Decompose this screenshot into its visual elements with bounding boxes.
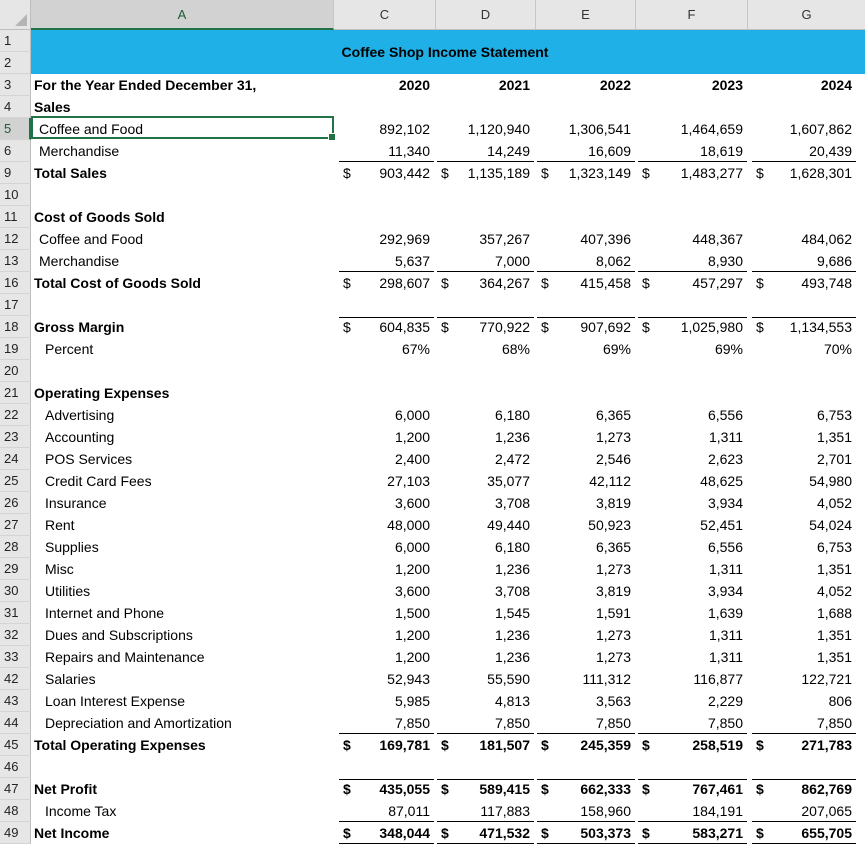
value-cell[interactable]: 1,607,862 <box>789 121 852 137</box>
row-header[interactable]: 43 <box>0 690 31 712</box>
value-cell[interactable]: 1,236 <box>494 429 530 445</box>
currency-symbol: $ <box>541 825 549 841</box>
value-cell[interactable]: 116,877 <box>693 671 743 687</box>
value-cell[interactable]: 484,062 <box>801 231 852 247</box>
value-cell[interactable]: 1,351 <box>816 429 852 445</box>
currency-symbol: $ <box>642 737 650 753</box>
value-cell[interactable]: 292,969 <box>379 231 430 247</box>
row-label[interactable]: Cost of Goods Sold <box>34 209 165 225</box>
value-cell[interactable]: 662,333 <box>580 781 631 797</box>
value-cell[interactable]: 471,532 <box>479 825 530 841</box>
currency-symbol: $ <box>343 165 351 181</box>
value-cell[interactable]: 1,273 <box>595 627 631 643</box>
column-header-a[interactable]: A <box>31 0 334 30</box>
row-label[interactable]: Misc <box>45 561 74 577</box>
value-cell[interactable]: 1,273 <box>595 649 631 665</box>
value-cell[interactable]: 52,943 <box>387 671 430 687</box>
cell-topline <box>339 317 434 318</box>
currency-symbol: $ <box>642 781 650 797</box>
row-header[interactable]: 3 <box>0 74 31 96</box>
column-header-c[interactable]: C <box>334 0 436 30</box>
sheet-title[interactable]: Coffee Shop Income Statement <box>341 44 549 60</box>
row-header[interactable]: 31 <box>0 602 31 624</box>
currency-symbol: $ <box>441 825 449 841</box>
row-header[interactable]: 13 <box>0 250 31 272</box>
value-cell[interactable]: 6,000 <box>394 539 430 555</box>
value-cell[interactable]: 415,458 <box>580 275 631 291</box>
row-header[interactable]: 30 <box>0 580 31 602</box>
value-cell[interactable]: 54,024 <box>809 517 852 533</box>
value-cell[interactable]: 7,850 <box>394 715 430 731</box>
value-cell[interactable]: 2,472 <box>494 451 530 467</box>
value-cell[interactable]: 207,065 <box>801 803 852 819</box>
value-cell[interactable]: 271,783 <box>801 737 852 753</box>
cell-topline <box>339 779 434 780</box>
row-label[interactable]: Total Operating Expenses <box>34 737 206 753</box>
currency-symbol: $ <box>541 165 549 181</box>
row-label[interactable]: Internet and Phone <box>45 605 165 621</box>
value-cell[interactable]: 68% <box>501 341 530 357</box>
value-cell[interactable]: 42,112 <box>589 473 631 489</box>
value-cell[interactable]: 8,062 <box>595 253 631 269</box>
value-cell[interactable]: 298,607 <box>379 275 430 291</box>
value-cell[interactable]: 2,400 <box>394 451 430 467</box>
row-label[interactable]: Rent <box>45 517 75 533</box>
currency-symbol: $ <box>642 165 650 181</box>
value-cell[interactable]: 54,980 <box>809 473 852 489</box>
value-cell[interactable]: 4,052 <box>816 583 852 599</box>
currency-symbol: $ <box>343 737 351 753</box>
currency-symbol: $ <box>541 275 549 291</box>
value-cell[interactable]: 1,311 <box>709 649 743 665</box>
value-cell[interactable]: 2,229 <box>707 693 743 709</box>
row-header[interactable]: 5 <box>0 118 31 140</box>
currency-symbol: $ <box>441 275 449 291</box>
row-label[interactable]: Loan Interest Expense <box>45 693 186 709</box>
row-label[interactable]: Sales <box>34 99 71 115</box>
row-header[interactable]: 9 <box>0 162 31 184</box>
row-label[interactable]: Credit Card Fees <box>45 473 152 489</box>
value-cell[interactable]: 117,883 <box>480 803 530 819</box>
value-cell[interactable]: 1,351 <box>816 561 852 577</box>
row-label[interactable]: Total Cost of Goods Sold <box>34 275 201 291</box>
row-header[interactable]: 4 <box>0 96 31 118</box>
value-cell[interactable]: 7,850 <box>494 715 530 731</box>
row-label[interactable]: Supplies <box>45 539 99 555</box>
value-cell[interactable]: 435,055 <box>379 781 430 797</box>
value-cell[interactable]: 903,442 <box>379 165 430 181</box>
value-cell[interactable]: 1,545 <box>494 605 530 621</box>
row-header[interactable]: 26 <box>0 492 31 514</box>
currency-symbol: $ <box>756 781 764 797</box>
row-header[interactable]: 47 <box>0 778 31 800</box>
value-cell[interactable]: 11,340 <box>388 143 430 159</box>
value-cell[interactable]: 1,311 <box>709 627 743 643</box>
value-cell[interactable]: 1,135,189 <box>467 165 530 181</box>
value-cell[interactable]: 1,134,553 <box>789 319 852 335</box>
row-label[interactable]: Depreciation and Amortization <box>45 715 232 731</box>
row-header[interactable]: 10 <box>0 184 31 206</box>
column-header-d[interactable]: D <box>436 0 536 30</box>
row-label[interactable]: POS Services <box>45 451 133 467</box>
row-label[interactable]: Net Income <box>34 825 110 841</box>
row-label[interactable]: Coffee and Food <box>39 121 144 137</box>
value-cell[interactable]: 1,236 <box>494 561 530 577</box>
value-cell[interactable]: 122,721 <box>801 671 852 687</box>
value-cell[interactable]: 1,273 <box>595 561 631 577</box>
value-cell[interactable]: 604,835 <box>379 319 430 335</box>
value-cell[interactable]: 503,373 <box>580 825 631 841</box>
value-cell[interactable]: 6,753 <box>816 407 852 423</box>
cell-topline <box>638 317 747 318</box>
row-header[interactable]: 6 <box>0 140 31 162</box>
value-cell[interactable]: 48,000 <box>387 517 430 533</box>
value-cell[interactable]: 69% <box>714 341 743 357</box>
value-cell[interactable]: 3,600 <box>394 495 430 511</box>
currency-symbol: $ <box>756 737 764 753</box>
value-cell[interactable]: 111,312 <box>582 671 631 687</box>
row-label[interactable]: Income Tax <box>45 803 117 819</box>
value-cell[interactable]: 6,180 <box>494 539 530 555</box>
currency-symbol: $ <box>756 319 764 335</box>
value-cell[interactable]: 1,351 <box>816 627 852 643</box>
value-cell[interactable]: 6,556 <box>707 407 743 423</box>
value-cell[interactable]: 16,609 <box>588 143 631 159</box>
value-cell[interactable]: 357,267 <box>479 231 530 247</box>
value-cell[interactable]: 3,819 <box>595 495 631 511</box>
cell-topline <box>537 317 635 318</box>
row-header[interactable]: 29 <box>0 558 31 580</box>
value-cell[interactable]: 6,753 <box>816 539 852 555</box>
row-label[interactable]: Net Profit <box>34 781 97 797</box>
value-cell[interactable]: 35,077 <box>487 473 530 489</box>
cell-topline <box>437 317 534 318</box>
value-cell[interactable]: 20,439 <box>809 143 852 159</box>
value-cell[interactable]: 7,850 <box>595 715 631 731</box>
currency-symbol: $ <box>756 275 764 291</box>
value-cell[interactable]: 18,619 <box>700 143 743 159</box>
row-header[interactable]: 1 <box>0 30 31 52</box>
value-cell[interactable]: 14,249 <box>487 143 530 159</box>
value-cell[interactable]: 169,781 <box>379 737 430 753</box>
select-all-corner[interactable] <box>0 0 31 30</box>
year-header[interactable]: 2023 <box>711 77 743 93</box>
value-cell[interactable]: 7,850 <box>816 715 852 731</box>
value-cell[interactable]: 87,011 <box>388 803 430 819</box>
value-cell[interactable]: 1,200 <box>394 649 430 665</box>
value-cell[interactable]: 892,102 <box>379 121 430 137</box>
currency-symbol: $ <box>642 275 650 291</box>
value-cell[interactable]: 1,311 <box>709 561 743 577</box>
value-cell[interactable]: 364,267 <box>479 275 530 291</box>
currency-symbol: $ <box>541 737 549 753</box>
value-cell[interactable]: 1,639 <box>707 605 743 621</box>
year-header[interactable]: 2021 <box>498 77 530 93</box>
value-cell[interactable]: 69% <box>602 341 631 357</box>
value-cell[interactable]: 1,591 <box>595 605 631 621</box>
currency-symbol: $ <box>441 165 449 181</box>
row-label[interactable]: Utilities <box>45 583 91 599</box>
value-cell[interactable]: 348,044 <box>379 825 430 841</box>
currency-symbol: $ <box>642 825 650 841</box>
value-cell[interactable]: 1,025,980 <box>680 319 743 335</box>
value-cell[interactable]: 1,236 <box>494 627 530 643</box>
value-cell[interactable]: 4,052 <box>816 495 852 511</box>
value-cell[interactable]: 3,708 <box>494 495 530 511</box>
cell-topline <box>752 317 856 318</box>
value-cell[interactable]: 1,236 <box>494 649 530 665</box>
value-cell[interactable]: 67% <box>401 341 430 357</box>
value-cell[interactable]: 55,590 <box>487 671 530 687</box>
row-label[interactable]: Insurance <box>45 495 107 511</box>
value-cell[interactable]: 8,930 <box>707 253 743 269</box>
row-header[interactable]: 27 <box>0 514 31 536</box>
value-cell[interactable]: 457,297 <box>692 275 743 291</box>
value-cell[interactable]: 448,367 <box>692 231 743 247</box>
value-cell[interactable]: 583,271 <box>692 825 743 841</box>
row-header[interactable]: 23 <box>0 426 31 448</box>
row-header[interactable]: 32 <box>0 624 31 646</box>
value-cell[interactable]: 48,625 <box>700 473 743 489</box>
currency-symbol: $ <box>756 825 764 841</box>
value-cell[interactable]: 862,769 <box>801 781 852 797</box>
value-cell[interactable]: 6,556 <box>707 539 743 555</box>
value-cell[interactable]: 181,507 <box>479 737 530 753</box>
row-label[interactable]: Gross Margin <box>34 319 125 335</box>
row-header[interactable]: 24 <box>0 448 31 470</box>
row-header[interactable]: 18 <box>0 316 31 338</box>
value-cell[interactable]: 1,273 <box>595 429 631 445</box>
row-header[interactable]: 45 <box>0 734 31 756</box>
value-cell[interactable]: 767,461 <box>692 781 743 797</box>
value-cell[interactable]: 245,359 <box>580 737 631 753</box>
value-cell[interactable]: 49,440 <box>487 517 530 533</box>
row-label[interactable]: Merchandise <box>39 143 120 159</box>
value-cell[interactable]: 1,464,659 <box>680 121 743 137</box>
currency-symbol: $ <box>343 275 351 291</box>
value-cell[interactable]: 2,623 <box>707 451 743 467</box>
value-cell[interactable]: 1,628,301 <box>789 165 852 181</box>
value-cell[interactable]: 7,850 <box>707 715 743 731</box>
value-cell[interactable]: 6,365 <box>595 539 631 555</box>
value-cell[interactable]: 3,708 <box>494 583 530 599</box>
cell-topline <box>638 779 747 780</box>
currency-symbol: $ <box>343 825 351 841</box>
row-label[interactable]: Repairs and Maintenance <box>45 649 205 665</box>
row-label[interactable]: Total Sales <box>34 165 107 181</box>
value-cell[interactable]: 52,451 <box>700 517 743 533</box>
currency-symbol: $ <box>441 319 449 335</box>
row-header[interactable]: 17 <box>0 294 31 316</box>
value-cell[interactable]: 2,546 <box>595 451 631 467</box>
row-header[interactable]: 44 <box>0 712 31 734</box>
column-header-e[interactable]: E <box>536 0 636 30</box>
value-cell[interactable]: 3,819 <box>595 583 631 599</box>
row-header[interactable]: 48 <box>0 800 31 822</box>
row-label[interactable]: Merchandise <box>39 253 120 269</box>
row-header[interactable]: 21 <box>0 382 31 404</box>
value-cell[interactable]: 1,200 <box>394 429 430 445</box>
year-header[interactable]: 2020 <box>398 77 430 93</box>
value-cell[interactable]: 6,365 <box>595 407 631 423</box>
currency-symbol: $ <box>441 737 449 753</box>
column-header-g[interactable]: G <box>748 0 865 30</box>
row-header[interactable]: 46 <box>0 756 31 778</box>
value-cell[interactable]: 9,686 <box>816 253 852 269</box>
value-cell[interactable]: 1,688 <box>816 605 852 621</box>
row-label[interactable]: Coffee and Food <box>39 231 144 247</box>
value-cell[interactable]: 1,200 <box>394 561 430 577</box>
value-cell[interactable]: 770,922 <box>479 319 530 335</box>
row-label[interactable]: Operating Expenses <box>34 385 170 401</box>
value-cell[interactable]: 5,637 <box>394 253 430 269</box>
row-header[interactable]: 20 <box>0 360 31 382</box>
row-header[interactable]: 25 <box>0 470 31 492</box>
value-cell[interactable]: 1,120,940 <box>467 121 530 137</box>
value-cell[interactable]: 50,923 <box>588 517 631 533</box>
row-header[interactable]: 49 <box>0 822 31 844</box>
value-cell[interactable]: 3,934 <box>707 583 743 599</box>
year-header[interactable]: 2024 <box>820 77 852 93</box>
value-cell[interactable]: 5,985 <box>394 693 430 709</box>
value-cell[interactable]: 70% <box>823 341 852 357</box>
value-cell[interactable]: 27,103 <box>387 473 430 489</box>
value-cell[interactable]: 158,960 <box>580 803 631 819</box>
value-cell[interactable]: 3,563 <box>595 693 631 709</box>
currency-symbol: $ <box>441 781 449 797</box>
column-header-f[interactable]: F <box>636 0 748 30</box>
value-cell[interactable]: 589,415 <box>479 781 530 797</box>
value-cell[interactable]: 1,306,541 <box>568 121 631 137</box>
value-cell[interactable]: 1,351 <box>816 649 852 665</box>
currency-symbol: $ <box>343 781 351 797</box>
cell-topline <box>537 779 635 780</box>
value-cell[interactable]: 3,934 <box>707 495 743 511</box>
value-cell[interactable]: 6,000 <box>394 407 430 423</box>
row-header[interactable]: 12 <box>0 228 31 250</box>
currency-symbol: $ <box>343 319 351 335</box>
row-label[interactable]: Percent <box>45 341 94 357</box>
value-cell[interactable]: 1,483,277 <box>680 165 743 181</box>
row-header[interactable]: 16 <box>0 272 31 294</box>
value-cell[interactable]: 1,323,149 <box>568 165 631 181</box>
value-cell[interactable]: 4,813 <box>494 693 530 709</box>
value-cell[interactable]: 907,692 <box>580 319 631 335</box>
currency-symbol: $ <box>541 319 549 335</box>
value-cell[interactable]: 1,500 <box>394 605 430 621</box>
value-cell[interactable]: 2,701 <box>816 451 852 467</box>
value-cell[interactable]: 1,200 <box>394 627 430 643</box>
row-header[interactable]: 22 <box>0 404 31 426</box>
value-cell[interactable]: 655,705 <box>801 825 852 841</box>
year-header[interactable]: 2022 <box>599 77 631 93</box>
row-label[interactable]: Advertising <box>45 407 115 423</box>
row-header[interactable]: 28 <box>0 536 31 558</box>
selected-cell[interactable] <box>31 116 334 139</box>
cell-topline <box>437 779 534 780</box>
row-header[interactable]: 19 <box>0 338 31 360</box>
row-header[interactable]: 11 <box>0 206 31 228</box>
row-label[interactable]: Dues and Subscriptions <box>45 627 193 643</box>
value-cell[interactable]: 184,191 <box>692 803 743 819</box>
value-cell[interactable]: 806 <box>828 693 852 709</box>
currency-symbol: $ <box>756 165 764 181</box>
currency-symbol: $ <box>541 781 549 797</box>
row-header[interactable]: 42 <box>0 668 31 690</box>
row-label[interactable]: For the Year Ended December 31, <box>34 77 257 93</box>
value-cell[interactable]: 1,311 <box>709 429 743 445</box>
value-cell[interactable]: 3,600 <box>394 583 430 599</box>
row-header[interactable]: 33 <box>0 646 31 668</box>
value-cell[interactable]: 493,748 <box>801 275 852 291</box>
currency-symbol: $ <box>642 319 650 335</box>
row-label[interactable]: Salaries <box>45 671 96 687</box>
value-cell[interactable]: 7,000 <box>494 253 530 269</box>
value-cell[interactable]: 258,519 <box>692 737 743 753</box>
row-header[interactable]: 2 <box>0 52 31 74</box>
cell-topline <box>752 779 856 780</box>
row-label[interactable]: Accounting <box>45 429 115 445</box>
value-cell[interactable]: 407,396 <box>580 231 631 247</box>
value-cell[interactable]: 6,180 <box>494 407 530 423</box>
